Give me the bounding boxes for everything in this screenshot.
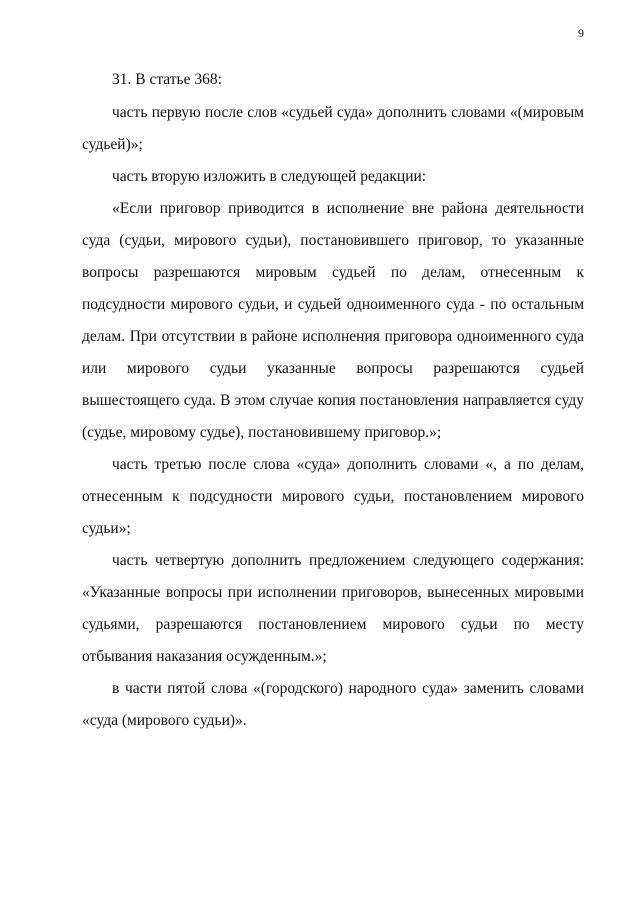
paragraph-part-five: в части пятой слова «(городского) народного суда» заменить словами «суда (мирового судьи)». bbox=[82, 680, 584, 729]
article-heading: 31. В статье 368: bbox=[112, 71, 222, 88]
document-body bbox=[82, 64, 584, 737]
page-number: 9 bbox=[578, 26, 584, 40]
paragraph-part-one: часть первую после слов «судьей суда» дополнить словами «(мировым судьей)»; bbox=[82, 104, 584, 153]
paragraph-part-two-text: «Если приговор приводится в исполнение вне района деятельности суда (судьи, мирового судьи), постановившего приговор, то указанные вопросы разрешаются мировым судьей по делам, отнесенным к подсудности мирового судьи, и судьей одноименного суда - по остальным делам. При отсутствии в районе исполнения приговора одноименного суда или мирового судьи указанные вопросы разрешаются судьей вышестоящего суда. В этом случае копия постановления направляется суду (судье, мировому судье), постановившему приговор.»; bbox=[82, 200, 584, 441]
paragraph-part-four: часть четвертую дополнить предложением следующего содержания: «Указанные вопросы при исполнении приговоров, вынесенных мировыми судьями, разрешаются постановлением мирового судьи по месту отбывания наказания осужденным.»; bbox=[82, 552, 584, 665]
paragraph-part-two-intro: часть вторую изложить в следующей редакции: bbox=[112, 168, 427, 185]
paragraph-part-three: часть третью после слова «суда» дополнить словами «, а по делам, отнесенным к подсудности мирового судьи, постановлением мирового судьи»; bbox=[82, 456, 584, 537]
